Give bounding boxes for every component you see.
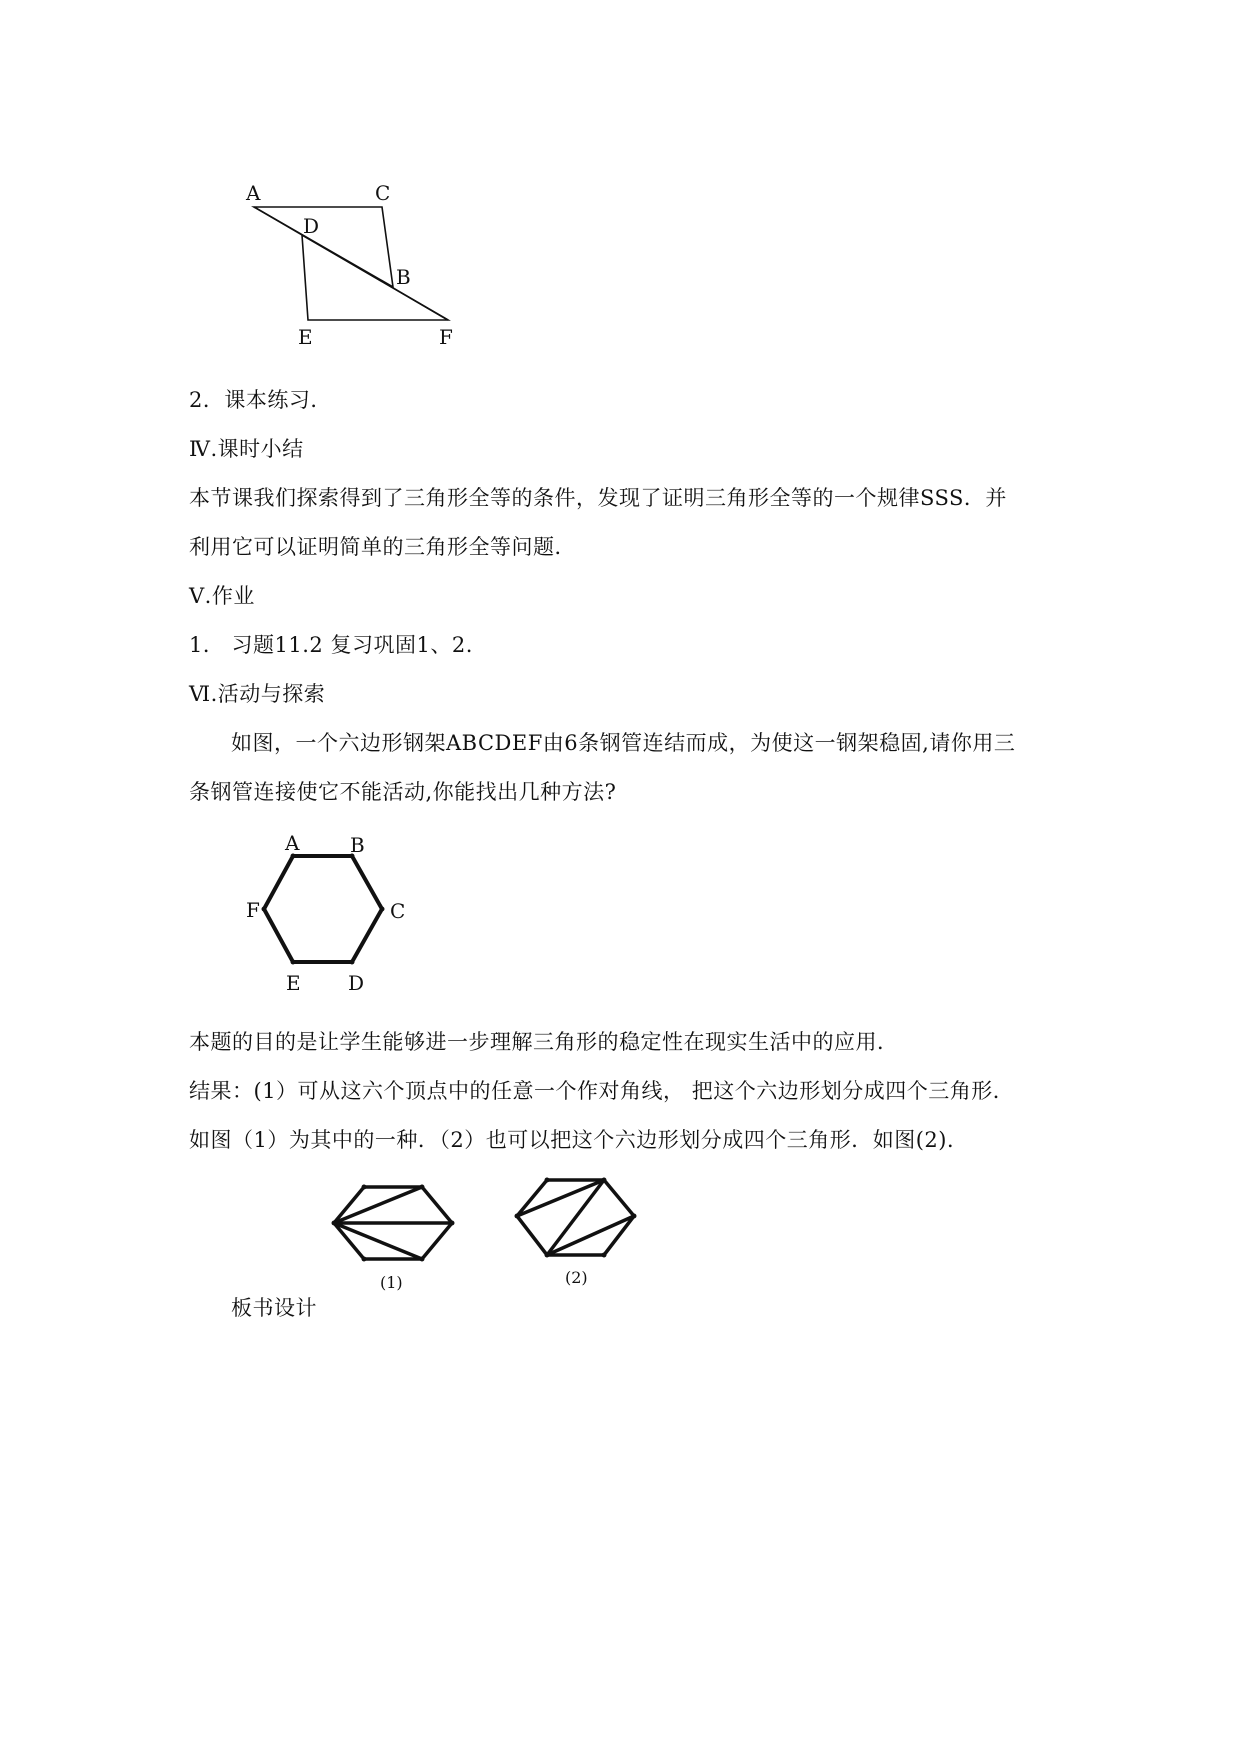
text-line-11: 结果：(1）可从这六个顶点中的任意一个作对角线， 把这个六边形划分成四个三角形． xyxy=(189,1079,1015,1103)
line-af xyxy=(254,207,448,320)
label-e: E xyxy=(286,971,301,995)
triangulated-hexagons-figure xyxy=(320,1175,660,1300)
label-b: B xyxy=(350,833,365,857)
caption-1: (1) xyxy=(380,1273,403,1292)
section-heading-activity: Ⅵ.活动与探索 xyxy=(189,682,326,706)
text-line-12: 如图（1）为其中的一种．（2）也可以把这个六边形划分成四个三角形．如图(2)． xyxy=(189,1128,969,1152)
text-line-8: 如图，一个六边形钢架ABCDEF由6条钢管连结而成，为使这一钢架稳固,请你用三 xyxy=(231,731,1016,755)
section-heading-summary: Ⅳ.课时小结 xyxy=(189,437,304,461)
section-heading-homework: Ⅴ.作业 xyxy=(189,584,255,608)
hexagon-abcdef xyxy=(264,856,382,962)
vertex-d xyxy=(350,960,355,965)
label-b: B xyxy=(396,265,411,289)
label-f: F xyxy=(439,325,453,349)
label-f: F xyxy=(246,898,260,922)
triangle-figure xyxy=(240,180,480,350)
text-line-9: 条钢管连接使它不能活动,你能找出几种方法? xyxy=(189,780,617,804)
vertex-f xyxy=(262,907,267,912)
text-line-1: 2．课本练习． xyxy=(189,388,332,412)
label-d: D xyxy=(303,214,320,238)
text-line-6: 1． 习题11.2 复习巩固1、2. xyxy=(189,633,473,657)
hexagon-figure xyxy=(240,830,410,1000)
label-c: C xyxy=(375,181,391,205)
label-d: D xyxy=(348,971,365,995)
caption-2: (2) xyxy=(565,1268,588,1287)
vertex-e xyxy=(291,960,296,965)
text-line-4: 利用它可以证明简单的三角形全等问题． xyxy=(189,535,576,559)
vertex-c xyxy=(380,907,385,912)
label-c: C xyxy=(390,899,406,923)
text-line-10: 本题的目的是让学生能够进一步理解三角形的稳定性在现实生活中的应用． xyxy=(189,1030,899,1054)
text-line-3: 本节课我们探索得到了三角形全等的条件，发现了证明三角形全等的一个规律SSS．并 xyxy=(189,486,1007,510)
label-a: A xyxy=(285,831,300,855)
text-line-13: 板书设计 xyxy=(231,1296,317,1320)
label-e: E xyxy=(298,325,313,349)
label-a: A xyxy=(246,181,261,205)
